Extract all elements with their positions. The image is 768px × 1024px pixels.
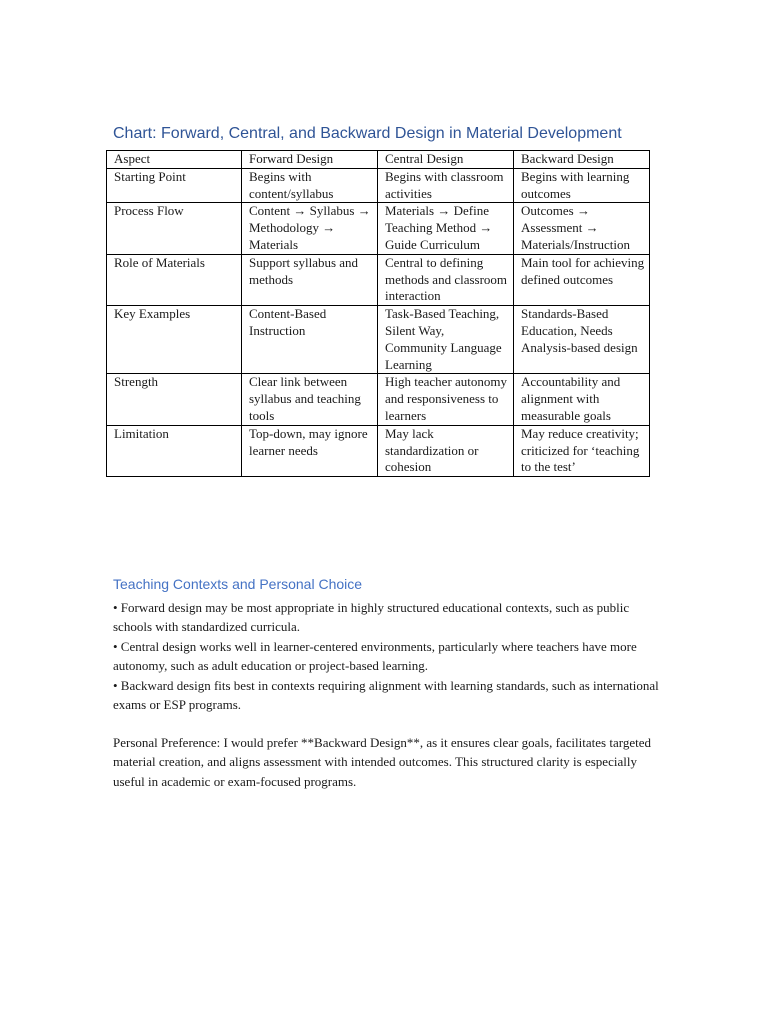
table-cell: High teacher autonomy and responsiveness to learners bbox=[378, 374, 514, 425]
bullet-item-forward: • Forward design may be most appropriate in highly structured educational contexts, such as public schools with standardized curricula. bbox=[113, 600, 630, 635]
table-cell: Content-Based Instruction bbox=[242, 306, 378, 374]
table-row bbox=[107, 168, 650, 203]
table-cell: May reduce creativity; criticized for ‘teaching to the test’ bbox=[514, 425, 650, 476]
table-cell: Standards-Based Education, Needs Analysis-based design bbox=[514, 306, 650, 374]
table-cell: Starting Point bbox=[107, 168, 242, 203]
header-backward-design: Backward Design bbox=[514, 151, 650, 169]
bullet-item-central: • Central design works well in learner-centered environments, particularly where teachers have more autonomy, such as adult education or project-based learning. bbox=[113, 638, 637, 674]
table-row bbox=[107, 306, 650, 374]
table-row bbox=[107, 203, 650, 254]
table-cell: May lack standardization or cohesion bbox=[378, 425, 514, 476]
table-cell: Strength bbox=[107, 374, 242, 425]
table-cell: Task-Based Teaching, Silent Way, Community Language Learning bbox=[378, 306, 514, 374]
table-row bbox=[107, 254, 650, 305]
bullet-list bbox=[113, 598, 661, 714]
header-central-design: Central Design bbox=[378, 151, 514, 169]
chart-title: Chart: Forward, Central, and Backward Design in Material Development bbox=[113, 125, 622, 142]
table-row bbox=[107, 425, 650, 476]
table-header-row bbox=[107, 151, 650, 169]
table-cell: Accountability and alignment with measurable goals bbox=[514, 374, 650, 425]
header-aspect: Aspect bbox=[107, 151, 242, 169]
design-comparison-table bbox=[106, 150, 650, 477]
header-forward-design: Forward Design bbox=[242, 151, 378, 169]
table-cell: Outcomes → Assessment → Materials/Instruction bbox=[514, 203, 650, 254]
table-cell: Limitation bbox=[107, 425, 242, 476]
table-cell: Clear link between syllabus and teaching tools bbox=[242, 374, 378, 425]
table-cell: Begins with classroom activities bbox=[378, 168, 514, 203]
table-cell: Begins with learning outcomes bbox=[514, 168, 650, 203]
table-cell: Support syllabus and methods bbox=[242, 254, 378, 305]
section-heading: Teaching Contexts and Personal Choice bbox=[113, 576, 363, 592]
table-cell: Content → Syllabus → Methodology → Materials bbox=[242, 203, 378, 254]
table-cell: Central to defining methods and classroom interaction bbox=[378, 254, 514, 305]
table-cell: Begins with content/syllabus bbox=[242, 168, 378, 203]
table-row bbox=[107, 374, 650, 425]
table-cell: Key Examples bbox=[107, 306, 242, 374]
table-cell: Main tool for achieving defined outcomes bbox=[514, 254, 650, 305]
table-cell: Process Flow bbox=[107, 203, 242, 254]
bullet-item-backward: • Backward design fits best in contexts requiring alignment with learning standards, such as international exams or ESP programs. bbox=[113, 677, 659, 713]
personal-preference-paragraph: Personal Preference: I would prefer **Backward Design**, as it ensures clear goals, facilitates targeted material creation, and aligns assessment with intended outcomes. This structured clarity is especially useful in academic or exam-focused programs. bbox=[113, 735, 651, 789]
table-cell: Role of Materials bbox=[107, 254, 242, 305]
table-cell: Top-down, may ignore learner needs bbox=[242, 425, 378, 476]
table-cell: Materials → Define Teaching Method → Guide Curriculum bbox=[378, 203, 514, 254]
